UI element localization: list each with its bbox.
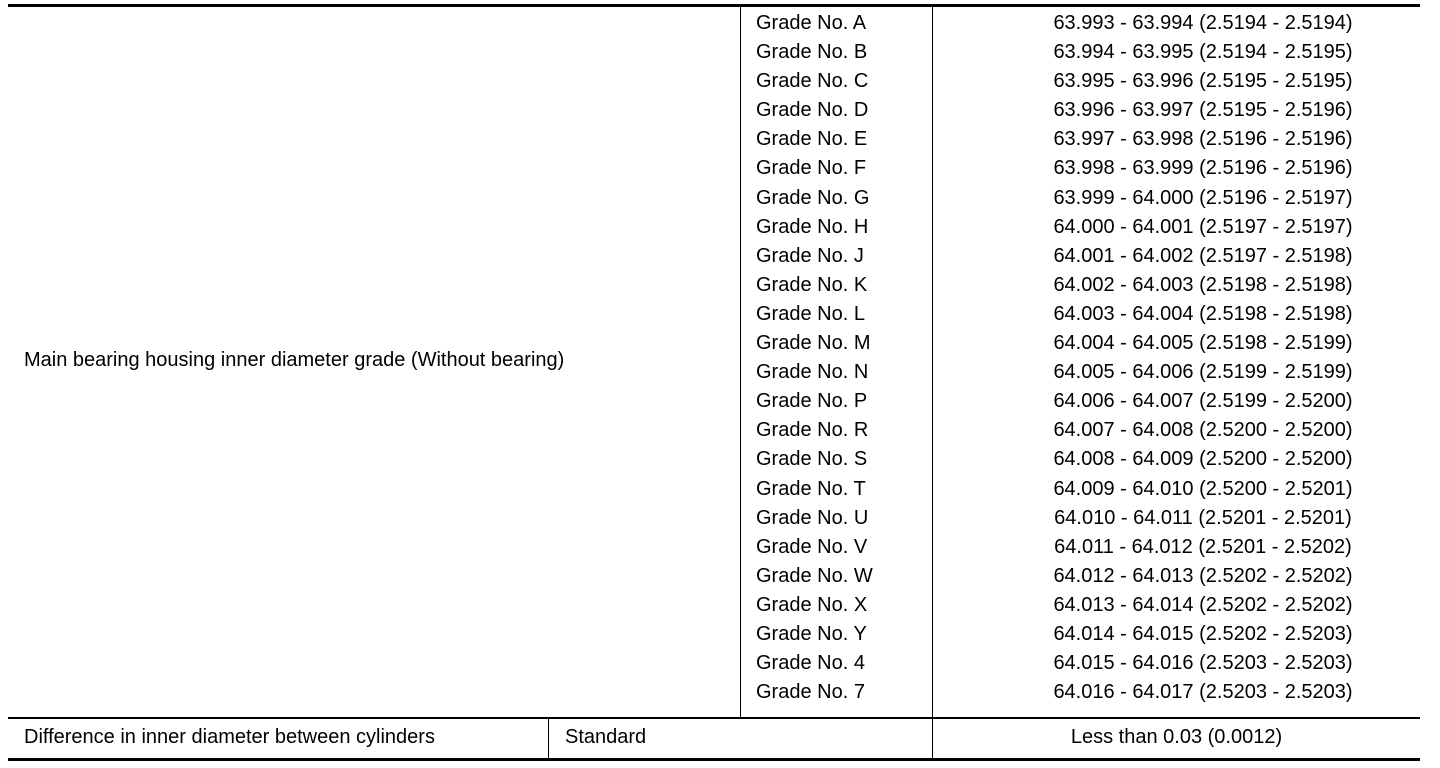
table-row-divider xyxy=(8,717,1420,719)
grade-name: Grade No. V xyxy=(756,535,868,558)
grade-range: 63.994 - 63.995 (2.5194 - 2.5195) xyxy=(1053,41,1353,64)
grade-range: 64.012 - 64.013 (2.5202 - 2.5202) xyxy=(1053,564,1353,587)
grade-name: Grade No. G xyxy=(756,186,870,209)
grade-name: Grade No. J xyxy=(756,244,864,267)
grade-name: Grade No. Y xyxy=(756,622,867,645)
grade-name: Grade No. L xyxy=(756,302,865,325)
range-column-divider xyxy=(932,7,933,758)
grade-range: 64.011 - 64.012 (2.5201 - 2.5202) xyxy=(1054,535,1352,558)
grade-range: 64.015 - 64.016 (2.5203 - 2.5203) xyxy=(1053,652,1353,675)
grade-name: Grade No. U xyxy=(756,506,869,529)
grade-range: 64.005 - 64.006 (2.5199 - 2.5199) xyxy=(1053,361,1353,384)
grade-name: Grade No. F xyxy=(756,157,867,180)
grade-range: 64.001 - 64.002 (2.5197 - 2.5198) xyxy=(1053,244,1353,267)
grade-range: 64.016 - 64.017 (2.5203 - 2.5203) xyxy=(1053,681,1353,704)
grade-range: 64.014 - 64.015 (2.5202 - 2.5203) xyxy=(1053,622,1353,645)
grade-range: 64.008 - 64.009 (2.5200 - 2.5200) xyxy=(1053,448,1353,471)
grade-name: Grade No. E xyxy=(756,128,868,151)
main-bearing-label: Main bearing housing inner diameter grade (Without bearing) xyxy=(24,349,565,371)
grade-name: Grade No. R xyxy=(756,419,869,442)
grade-range: 64.006 - 64.007 (2.5199 - 2.5200) xyxy=(1053,390,1353,413)
grade-range: 64.000 - 64.001 (2.5197 - 2.5197) xyxy=(1053,215,1353,238)
grade-name: Grade No. T xyxy=(756,477,866,500)
grade-range: 63.997 - 63.998 (2.5196 - 2.5196) xyxy=(1053,128,1353,151)
grade-name: Grade No. M xyxy=(756,332,871,355)
grade-range: 63.998 - 63.999 (2.5196 - 2.5196) xyxy=(1053,157,1353,180)
grade-name: Grade No. 4 xyxy=(756,652,865,675)
grade-name: Grade No. K xyxy=(756,273,868,296)
grade-name: Grade No. A xyxy=(756,12,867,34)
grade-column-divider xyxy=(740,7,741,717)
grade-name: Grade No. X xyxy=(756,593,868,616)
grade-range: 63.996 - 63.997 (2.5195 - 2.5196) xyxy=(1053,99,1353,122)
grade-range: 63.999 - 64.000 (2.5196 - 2.5197) xyxy=(1053,186,1353,209)
grade-range: 64.010 - 64.011 (2.5201 - 2.5201) xyxy=(1054,506,1352,529)
grade-range: 64.007 - 64.008 (2.5200 - 2.5200) xyxy=(1053,419,1353,442)
grade-range: 64.002 - 64.003 (2.5198 - 2.5198) xyxy=(1053,273,1353,296)
grade-range: 64.004 - 64.005 (2.5198 - 2.5199) xyxy=(1053,332,1353,355)
grade-name: Grade No. N xyxy=(756,361,869,384)
cylinder-difference-label: Difference in inner diameter between cylinders xyxy=(24,726,435,748)
grade-range: 63.993 - 63.994 (2.5194 - 2.5194) xyxy=(1053,12,1353,34)
grade-range: 64.009 - 64.010 (2.5200 - 2.5201) xyxy=(1053,477,1353,500)
table-top-rule xyxy=(8,4,1420,7)
grade-name: Grade No. B xyxy=(756,41,868,64)
grade-name: Grade No. S xyxy=(756,448,868,471)
condition-column-divider xyxy=(548,719,549,758)
grade-name: Grade No. D xyxy=(756,99,869,122)
cylinder-difference-value: Less than 0.03 (0.0012) xyxy=(1070,726,1283,748)
cylinder-difference-condition: Standard xyxy=(565,726,647,748)
grade-range: 64.013 - 64.014 (2.5202 - 2.5202) xyxy=(1053,593,1353,616)
grade-name: Grade No. C xyxy=(756,70,869,93)
table-bottom-rule xyxy=(8,758,1420,761)
grade-name: Grade No. 7 xyxy=(756,681,865,704)
grade-name: Grade No. H xyxy=(756,215,869,238)
grade-range: 64.003 - 64.004 (2.5198 - 2.5198) xyxy=(1053,302,1353,325)
grade-name: Grade No. P xyxy=(756,390,868,413)
grade-name: Grade No. W xyxy=(756,564,873,587)
grade-range: 63.995 - 63.996 (2.5195 - 2.5195) xyxy=(1053,70,1353,93)
